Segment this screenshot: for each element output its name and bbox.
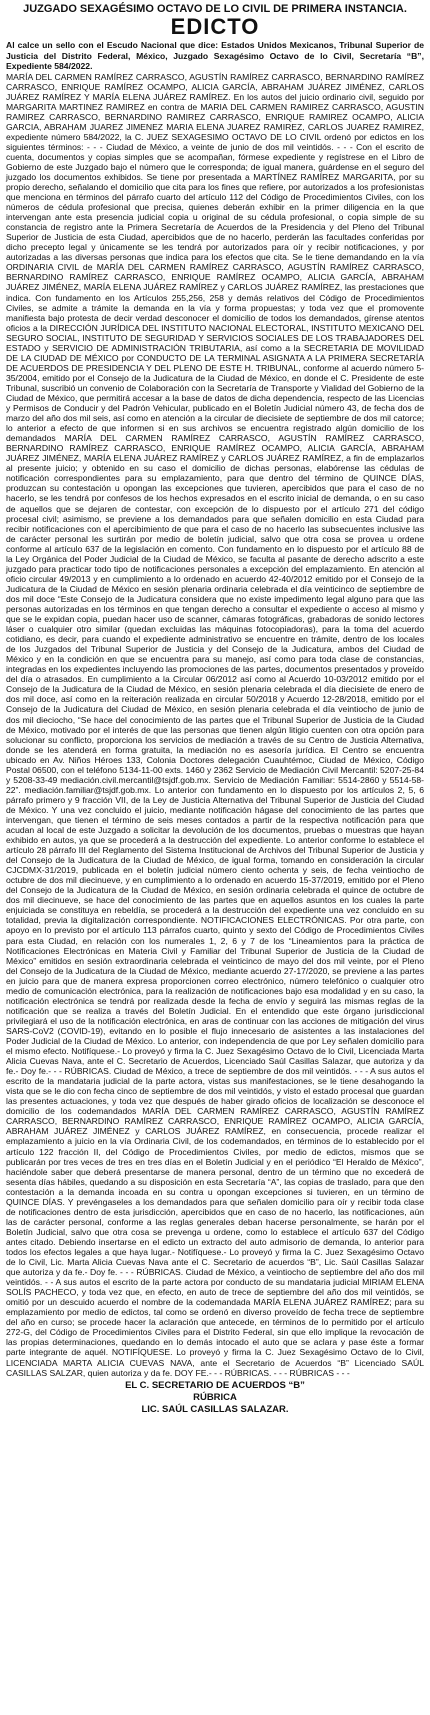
- court-header: JUZGADO SEXAGÉSIMO OCTAVO DE LO CIVIL DE PRIMERA INSTANCIA.: [23, 3, 407, 15]
- signature-block: [6, 1380, 424, 1416]
- edict-body-paragraph: MARÍA DEL CARMEN RAMÍREZ CARRASCO, AGUSTÍN RAMÍREZ CARRASCO, BERNARDINO RAMÍREZ CARRASCO, ENRIQUE RAMÍREZ OCAMPO, ALICIA GARCÍA, ABRAHAM JUÁREZ JIMÉNEZ, CARLOS JUÁREZ RAMÍREZ Y MARÍA ELENA JUÁREZ RAMÍREZ. En los autos del juicio ordinario civil, seguido por MARGARITA MARTINEZ RAMIREZ en contra de MARIA DEL CARMEN RAMIREZ CARRASCO, AGUSTIN RAMIREZ CARRASCO, BERNARDINO RAMIREZ CARRASCO, ENRIQUE RAMIREZ OCAMPO, ALICIA GARCIA, ABRAHAM JUAREZ JIMENEZ MARIA ELENA JUAREZ RAMIREZ, CARLOS JUAREZ RAMIREZ, expediente número 584/2022, la C. JUEZ SEXAGESIMO OCTAVO DE LO CIVIL ordenó por edictos en los siguientes términos: - - - Ciudad de México, a veinte de junio de dos mil veintidós. - - - Con el escrito de cuenta, documentos y copias simples que se acompañan, fórmese expediente y regístrese en el Libro de Gobierno de este Juzgado bajo el número que le corresponda; de igual manera, guárdense en el seguro del juzgado los documentos exhibidos. Se tiene por presentada a MARTÍNEZ RAMÍREZ MARGARITA, por su propio derecho, señalando el domicilio que cita para los fines que refiere, por autorizados a los profesionistas que menciona en términos del párrafo cuarto del artículo 112 del Código de Procedimientos Civiles, con los números de cédula profesional que precisa, quienes deberán exhibir en la primer diligencia en la que intervengan ante esta presencia judicial copia u original de su cédula profesional, o copia simple de su constancia de registro ante la Primera Secretaría de Acuerdos de la Presidencia y del Pleno del Tribunal Superior de Justicia de esta Ciudad, apercibidos que de no hacerlo, perderán las facultades conferidas por dicho precepto legal y únicamente se les tendrá por autorizados para oír y recibir notificaciones, y por autorizadas a las diversas personas que indica para los efectos que cita. Se le tiene demandando en la vía ORDINARIA CIVIL de MARÍA DEL CARMEN RAMÍREZ CARRASCO, AGUSTÍN RAMÍREZ CARRASCO, BERNARDINO RAMÍREZ CARRASCO, ENRIQUE RAMÍREZ OCAMPO, ALICIA GARCÍA, ABRAHAM JUÁREZ JIMÉNEZ, MARÍA ELENA JUÁREZ RAMÍREZ y CARLOS JUÁREZ RAMÍREZ, las prestaciones que indica. Con fundamento en los Artículos 255,256, 258 y demás relativos del Código de Procedimientos Civiles, se admite a trámite la demanda en la vía y forma propuestas; y toda vez que el promovente manifiesta bajo protesta de decir verdad desconocer el domicilio de todos los demandados, gírense atentos oficios a la DIRECCIÓN JURÍDICA DEL INSTITUTO NACIONAL ELECTORAL, INSTITUTO MEXICANO DEL SEGURO SOCIAL, INSTITUTO DE SEGURIDAD Y SERVICIOS SOCIALES DE LOS TRABAJADORES DEL ESTADO y SERVICIO DE ADMINISTRACIÓN TRIBUTARIA, así como a la SECRETARIA DE MOVILIDAD DE LA CIUDAD DE MÉXICO por CONDUCTO DE LA TERMINAL ASIGNATA A LA PRIMERA SECRETARÍA DE ACUERDOS DE PRESIDENCIA Y DEL PLENO DE ESTE H. TRIBUNAL, conforme al acuerdo número 5-35/2004, emitido por el Consejo de la Judicatura de la Ciudad de México, en donde el C. Presidente de este Tribunal, suscribió un convenio de Colaboración con la Secretaría de Transporte y Vialidad del Gobierno de la Ciudad de México, que permitirá accesar a la base de datos de dicha dependencia, respecto de las Licencias y Permisos de Conducir y del Padrón Vehicular, publicado en el Boletín Judicial número 43, de fecha dos de marzo del año dos mil seis, así como en atención a la circular de diecisiete de septiembre de dos mil catorce; lo anterior a efecto de que informen si en sus archivos se encuentra registrado algún domicilio de los demandados MARÍA DEL CARMEN RAMÍREZ CARRASCO, AGUSTÍN RAMÍREZ CARRASCO, BERNARDINO RAMÍREZ CARRASCO, ENRIQUE RAMÍREZ OCAMPO, ALICIA GARCÍA, ABRAHAM JUÁREZ JIMÉNEZ, MARÍA ELENA JUÁREZ RAMÍREZ y CARLOS JUÁREZ RAMÍREZ, a fin de emplazarlos al presente juicio; y obtenido en su caso el domicilio de dichas personas, elabórense las cédulas de notificación correspondientes para su emplazamiento, para que dentro del término de QUINCE DÍAS, produzcan su contestación u opongan las excepciones que tuvieren, apercibidos que para el caso de no hacerlo, se les tendrá por confesos de los hechos expresados en el escrito inicial de demanda, o en su caso de aquellos que se dejaren de contestar, con excepción de lo dispuesto por el artículo 271 del código procesal civil; asimismo, se previene a los demandados para que señalen domicilio en esta Ciudad para recibir notificaciones con el apercibimiento de que para el caso de no hacerlo las subsecuentes inclusive las de carácter personal les surtirán por medio de boletín judicial, salvo que otra cosa se provea u ordene conforme al artículo 637 de la legislación en comento. Con fundamento en lo dispuesto por el artículo 88 de la Ley Orgánica del Poder Judicial de la Ciudad de México, se faculta al pasante de derecho adscrito a este juzgado para practicar todo tipo de notificaciones personales a excepción del emplazamiento. En atención al oficio circular 49/2013 y en cumplimiento a lo ordenado en acuerdo 42-40/2012 emitido por el Consejo de la Judicatura de la Ciudad de México en sesión plenaria ordinaria celebrada el día veinticinco de septiembre de dos mil doce “Este Consejo de la Judicatura considera que no existe impedimento legal alguno para que las personas autorizadas en los términos en que tengan derecho a consultar el expediente o acceso al mismo y que se le expidan copia, puedan hacer uso de scanner, cámaras fotográficas, grabadoras de sonido lectores láser o cualquier otro similar (quedan excluidas las máquinas fotocopiadoras), para la toma del acuerdo cotidiano, es decir, para cuando el expediente administrativo se encuentre en trámite, dentro de los locales de los Juzgados del Tribunal Superior de Justicia y del Consejo de la Judicatura, ambos del Ciudad de México y en la condición en que se encuentra para su manejo, así como para toda clase de constancias, integradas en los expedientes incluyendo las promociones de las partes, documentos presentados y proveído del día o atrasados. En cumplimiento a la Circular 06/2012 así como al Acuerdo 10-03/2012 emitido por el Consejo de la Judicatura de la Ciudad de México, en sesión plenaria celebrada el día diecisiete de enero de dos mil doce, así como en la reiteración realizada en circular 50/2018 y Acuerdo 12-28/2018, emitido por el Consejo de la Judicatura del Ciudad de México, en sesión plenaria celebrada el día veintiocho de junio de dos mil dieciocho, “Se hace del conocimiento de las partes que el Tribunal Superior de Justicia de la Ciudad de México, motivado por el interés de que las personas que tienen algún litigio cuenten con otra opción para solucionar su conflicto, proporciona los servicios de mediación a través de su Centro de Justicia Alternativa, donde se les atenderá en forma gratuita, la mediación no es asesoría jurídica. El Centro se encuentra ubicado en Av. Niños Héroes 133, Colonia Doctores delegación Cuauhtémoc, Ciudad de México, Código Postal 06500, con el teléfono 5134-11-00 exts. 1460 y 2362 Servicio de Mediación Civil Mercantil: 5207-25-84 y 5208-33-49 mediación.civil.mercantil@tsjdf.gob.mx. Servicio de Mediación Familiar: 5514-2860 y 5514-58-22”. mediación.familiar@tsjdf.gob.mx. Lo anterior con fundamento en lo dispuesto por los artículos 2, 5, 6 párrafo primero y 9 fracción VII, de la Ley de Justicia Alternativa del Tribunal Superior de Justicia del Ciudad de México. Y una vez concluido el juicio, mediante notificación hágase del conocimiento de las partes que intervengan, que tienen el término de seis meses contados a partir de la respectiva notificación para que acudan al local de este Juzgado a solicitar la devolución de los documentos, pruebas o muestras que hayan exhibido en autos, ya que se procederá a la destrucción del expediente. Lo anterior conforme lo establece el artículo 28 párrafo III del Reglamento del Sistema Institucional de Archivos del Tribunal Superior de Justicia y del Consejo de la Judicatura de la Ciudad de México, de igual forma, tomando en consideración la circular CJCDMX-31/2019, publicada en el boletín judicial número ciento ochenta y seis, de fecha veintiocho de octubre de dos mil diecinueve, y en cumplimiento a lo ordenado en acuerdo 15-37/2019, emitido por el Pleno del Consejo de la Judicatura de la Ciudad de México, en sesión ordinaria celebrada el quince de octubre de dos mil diecinueve, se hace del conocimiento de las partes que en aquellos asuntos en los cuales la parte enjuiciada se constituya en rebeldía, se procederá a la destrucción del expediente una vez concluido en su totalidad, previa la digitalización correspondiente. NOTIFICACIONES ELECTRÓNICAS. Por otra parte, con apoyo en lo previsto por el artículo 113 párrafos cuarto, quinto y sexto del Código de Procedimientos Civiles para esta Ciudad, en relación con los numerales 1, 2, 6 y 7 de los “Lineamientos para la práctica de Notificaciones Electrónicas en Materia Civil y Familiar del Tribunal Superior de Justicia de la Ciudad de México” emitidos en sesión extraordinaria celebrada el veinticinco de mayo del dos mil veinte, por el Pleno del Consejo de la Judicatura de la Ciudad de México, mediante acuerdo 27-17/2020, se previene a las partes en juicio para que de manera expresa proporcionen correo electrónico, número telefónico o cualquier otro medio de comunicación electrónica, para la realización de notificaciones bajo esa modalidad y en su caso, la notificación electrónica se tendrá por realizada desde la fecha de envío y seguirá las mismas reglas de la notificación que se realiza a través del Boletín Judicial. En el entendido que este órgano jurisdiccional privilegiará el uso de la notificación electrónica, en aras de continuar con las acciones de mitigación del virus SARS-CoV2 (COVID-19), evitando en lo posible el flujo innecesario de asistentes a las instalaciones del Poder Judicial de la Ciudad de México. Lo anterior, con independencia de que por Ley señalen domicilio para el mismo efecto. Notifíquese.- Lo proveyó y firma la C. Juez Sexagésimo Octavo de lo Civil, Licenciada Marta Alicia Cuevas Nava, ante el C. Secretario de Acuerdos, Licenciado Saúl Casillas Salazar, que autoriza y da fe.- Doy fe.- - - RÚBRICAS. Ciudad de México, a trece de septiembre de dos mil veintidós. - - - A sus autos el escrito de la mandataria judicial de la parte actora, vistas sus manifestaciones, se le tiene desahogando la vista que se le dio con fecha cinco de septiembre de dos mil veintidós, y visto el estado procesal que guardan las presentes actuaciones, y toda vez que después de haber girado oficios de localización se desconoce el domicilio de los codemandados MARÍA DEL CARMEN RAMÍREZ CARRASCO, AGUSTÍN RAMÍREZ CARRASCO, BERNARDINO RAMÍREZ CARRASCO, ENRIQUE RAMÍREZ OCAMPO, ALICIA GARCÍA, ABRAHAM JUÁREZ JIMÉNEZ y CARLOS JUÁREZ RAMÍREZ, en consecuencia, procede realizar el emplazamiento a juicio en la vía Ordinaria Civil, de los codemandados, en términos de lo establecido por el artículo 122 fracción II, del Código de Procedimientos Civiles, por medio de edictos, mismos que se publicarán por tres veces de tres en tres días en el Boletín Judicial y en el periódico “El Heraldo de México”, haciéndole saber que deberá presentarse de manera personal, dentro de un término que no excederá de sesenta días hábiles, quedando a su disposición en esta Secretaría “A”, las copias de traslado, para que den contestación a la demanda incoada en su contra u opongan excepciones si tuvieren, en un término de QUINCE DÍAS. Y prevéngaseles a los demandados para que señalen domicilio para oír y recibir toda clase de notificaciones dentro de esta jurisdicción, apercibidos que en caso de no hacerlo, las notificaciones, aún las de carácter personal, conforme a las reglas generales deban hacerse personalmente, se harán por el Boletín Judicial, salvo que otra cosa se prevenga u ordene, como lo establece el artículo 637 del Código antes citado. Debiendo insertarse en el edicto un extracto del auto admisorio de demanda, lo anterior para todos los efectos legales a que haya lugar.- Notifíquese.- Lo proveyó y firma la C. Juez Sexagésimo Octavo de lo Civil, Lic. Marta Alicia Cuevas Nava ante el C. Secretario de acuerdos “B”, Lic. Saúl Casillas Salazar que autoriza y da fe.- Doy fe. - - - RÚBRICAS. Ciudad de México, a veintiocho de septiembre del año dos mil veintidós. - - A sus autos el escrito de la parte actora por conducto de su mandataria judicial MIRIAM ELENA SOLÍS PACHECO, y toda vez que, en efecto, en auto de trece de septiembre del año dos mil veintidós, se omitió por un descuido acuerdo el nombre de la codemandada MARÍA ELENA JUÁREZ RAMÍREZ; para su emplazamiento por medio de edictos, tal como se ordenó en diverso proveído de fecha trece de septiembre del año en curso; se procede hacer la aclaración que antecede, en términos de lo permitido por el artículo 272-G, del Código de Procedimientos Civiles para el Distrito Federal, sin que ello implique la revocación de las propias determinaciones, quedando en lo demás intocado el auto que se aclara y pase éste a formar parte integrante de aquél. NOTIFÍQUESE. Lo proveyó y firma la C. Juez Sexagésimo Octavo de lo Civil, LICENCIADA MARTA ALICIA CUEVAS NAVA, ante el Secretario de Acuerdos “B” Licenciado SAÚL CASILLAS SALZAR, quien autoriza y da fe. DOY FE.- - - RÚBRICAS. - - - RÚBRICAS - - -: [6, 71, 425, 1378]
- signature-name: LIC. SAÚL CASILLAS SALAZAR.: [141, 1403, 289, 1415]
- document-title: EDICTO: [170, 14, 260, 39]
- seal-preamble: Al calce un sello con el Escudo Nacional que dice: Estados Unidos Mexicanos, Tribunal Superior de Justicia del Distrito Federal, México, Juzgado Sexagésimo Octavo de lo Civil, Secretaría “B”, Expediente 584/2022.: [6, 40, 424, 71]
- signature-title: EL C. SECRETARIO DE ACUERDOS “B”: [125, 1379, 305, 1391]
- signature-rubric: RÚBRICA: [193, 1391, 237, 1403]
